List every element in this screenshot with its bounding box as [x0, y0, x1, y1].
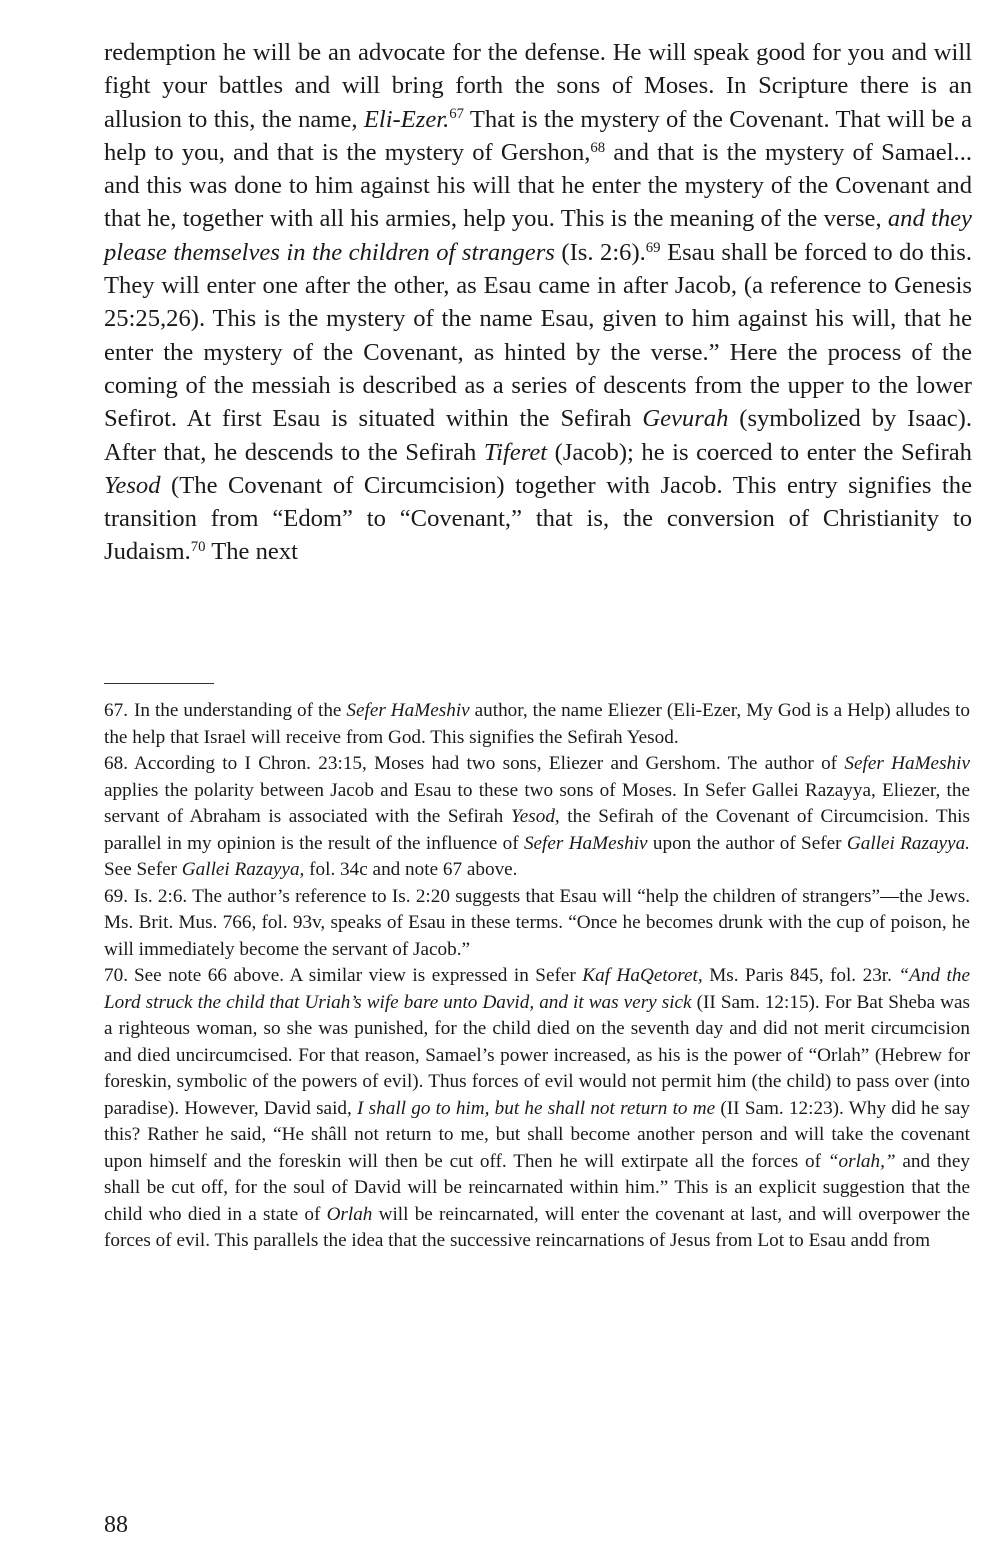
footnote-text: (II Sam. 12:15). For Bat Sheba was a righteous woman, so she was punished, for the child died on the seventh day and did not merit circumcision and died uncircumcised. For that reason, Samael’s power increased, as his is the power of “Orlah” (Hebrew for foreskin, symbolic of the powers of evil). Thus forces of evil would not permit him (the child) to pass over (into paradise). However, David said,: [104, 991, 970, 1119]
footnote-italic: Yesod,: [510, 806, 560, 827]
footnote-number: 68.: [104, 753, 128, 774]
italic-verse-quote: and they please themselves in the children of strangers: [104, 205, 972, 266]
footnote-text: upon the author of Sefer: [647, 832, 847, 854]
footnote-text: and they shall be cut off, for the soul of David will be reincarnated within him.” This is an explicit suggestion that the child who died in a state of: [104, 1150, 970, 1225]
text-segment: and that is the mystery of Samael... and this was done to him against his will that he enter the mystery of the Covenant and that he, together with all his armies, help you. This is the meaning of the verse,: [104, 138, 972, 233]
italic-name-eli-ezer: Eli-Ezer.: [363, 105, 450, 133]
footnote-text: author, the name Eliezer (Eli-Ezer, My God is a Help) alludes to the help that Israel will receive from God. This signifies the Sefirah Yesod.: [104, 700, 970, 748]
footnote-69: [104, 884, 970, 964]
footnote-italic: Gallei Razayya.: [846, 832, 970, 854]
footnote-text: In the understanding of the: [133, 700, 347, 721]
text-segment: redemption he will be an advocate for the defense. He will speak good for you and will fight your battles and will bring forth the sons of Moses. In Scripture there is an allusion to this, the name,: [104, 39, 972, 133]
footnote-italic: Sefer HaMeshiv: [346, 700, 470, 721]
footnote-italic: I shall go to him, but he shall not return to me: [357, 1097, 716, 1119]
main-text-block: [104, 36, 972, 569]
italic-term-gevurah: Gevurah: [642, 405, 729, 433]
footnote-67: [104, 698, 970, 751]
footnote-text: (II Sam. 12:23). Why did he say this? Rather he said, “He shâll not return to me, but shall become another person and will take the covenant upon himself and the foreskin will then be cut off. Then he will extirpate all the forces of: [104, 1097, 970, 1172]
footnote-italic: “And the Lord struck the child that Uriah’s wife bare unto David, and it was very sick: [104, 965, 970, 1013]
footnote-italic: “orlah,”: [827, 1150, 896, 1172]
text-segment: (Is. 2:6).: [554, 238, 646, 266]
text-segment: Esau shall be forced to do this. They will enter one after the other, as Esau came in after Jacob, (a reference to Genesis 25:25,26). This is the mystery of the name Esau, given to him against his will, that he enter the mystery of the Covenant, as hinted by the verse.” Here the process of the coming of the messiah is described as a series of descents from the upper to the lower Sefirot. At first Esau is situated within the Sefirah: [104, 238, 972, 433]
footnote-text: Ms. Paris 845, fol. 23r.: [702, 965, 899, 986]
text-segment: (The Covenant of Circumcision) together with Jacob. This entry signifies the transition from “Edom” to “Covenant,” that is, the conversion of Christianity to Judaism.: [104, 471, 972, 566]
italic-term-yesod: Yesod: [104, 471, 161, 499]
text-segment: That is the mystery of the Covenant. That will be a help to you, and that is the mystery of Gershon,: [104, 105, 973, 166]
footnote-68: [104, 751, 970, 884]
footnote-italic: Kaf HaQetoret,: [582, 965, 703, 986]
footnote-text: fol. 34c and note 67 above.: [304, 859, 518, 880]
italic-term-tiferet: Tiferet: [483, 438, 548, 466]
footnote-text: Is. 2:6. The author’s reference to Is. 2:20 suggests that Esau will “help the children of strangers”—the Jews. Ms. Brit. Mus. 766, fol. 93v, speaks of Esau in these terms. “Once he becomes drunk with the cup of poison, he will immediately become the servant of Jacob.”: [104, 885, 970, 960]
footnote-ref-68: 68: [590, 139, 606, 156]
text-segment: (symbolized by Isaac). After that, he descends to the Sefirah: [104, 405, 972, 466]
footnote-number: 67.: [104, 700, 128, 721]
footnote-text: See note 66 above. A similar view is expressed in Sefer: [133, 965, 583, 986]
footnotes-block: [104, 698, 970, 1255]
text-segment: The next: [205, 538, 298, 566]
text-segment: (Jacob); he is coerced to enter the Sefirah: [547, 438, 972, 466]
footnote-italic: Orlah: [326, 1203, 373, 1225]
page-number: 88: [104, 1512, 128, 1538]
footnote-ref-67: 67: [449, 106, 464, 123]
footnote-text: See Sefer: [104, 859, 182, 880]
footnote-italic: Sefer HaMeshiv: [844, 753, 970, 774]
footnote-70: [104, 963, 970, 1255]
footnote-text: the Sefirah of the Covenant of Circumcision. This parallel in my opinion is the result of the influence of: [104, 806, 970, 854]
footnote-italic: Sefer HaMeshiv: [523, 832, 648, 854]
footnote-text: According to I Chron. 23:15, Moses had two sons, Eliezer and Gershom. The author of: [133, 753, 845, 774]
footnote-text: will be reincarnated, will enter the covenant at last, and will overpower the forces of evil. This parallels the idea that the successive reincarnations of Jesus from Lot to Esau andd from: [104, 1203, 971, 1251]
footnote-number: 70.: [104, 965, 128, 986]
footnote-number: 69.: [104, 885, 128, 907]
footnote-ref-69: 69: [645, 239, 661, 256]
footnote-ref-70: 70: [190, 539, 206, 556]
footnote-italic: Gallei Razayya,: [181, 859, 305, 880]
footnote-text: applies the polarity between Jacob and Esau to these two sons of Moses. In Sefer Gallei Razayya, Eliezer, the servant of Abraham is associated with the Sefirah: [104, 779, 970, 827]
footnote-separator-rule: [104, 683, 214, 684]
main-paragraph: [104, 36, 972, 569]
